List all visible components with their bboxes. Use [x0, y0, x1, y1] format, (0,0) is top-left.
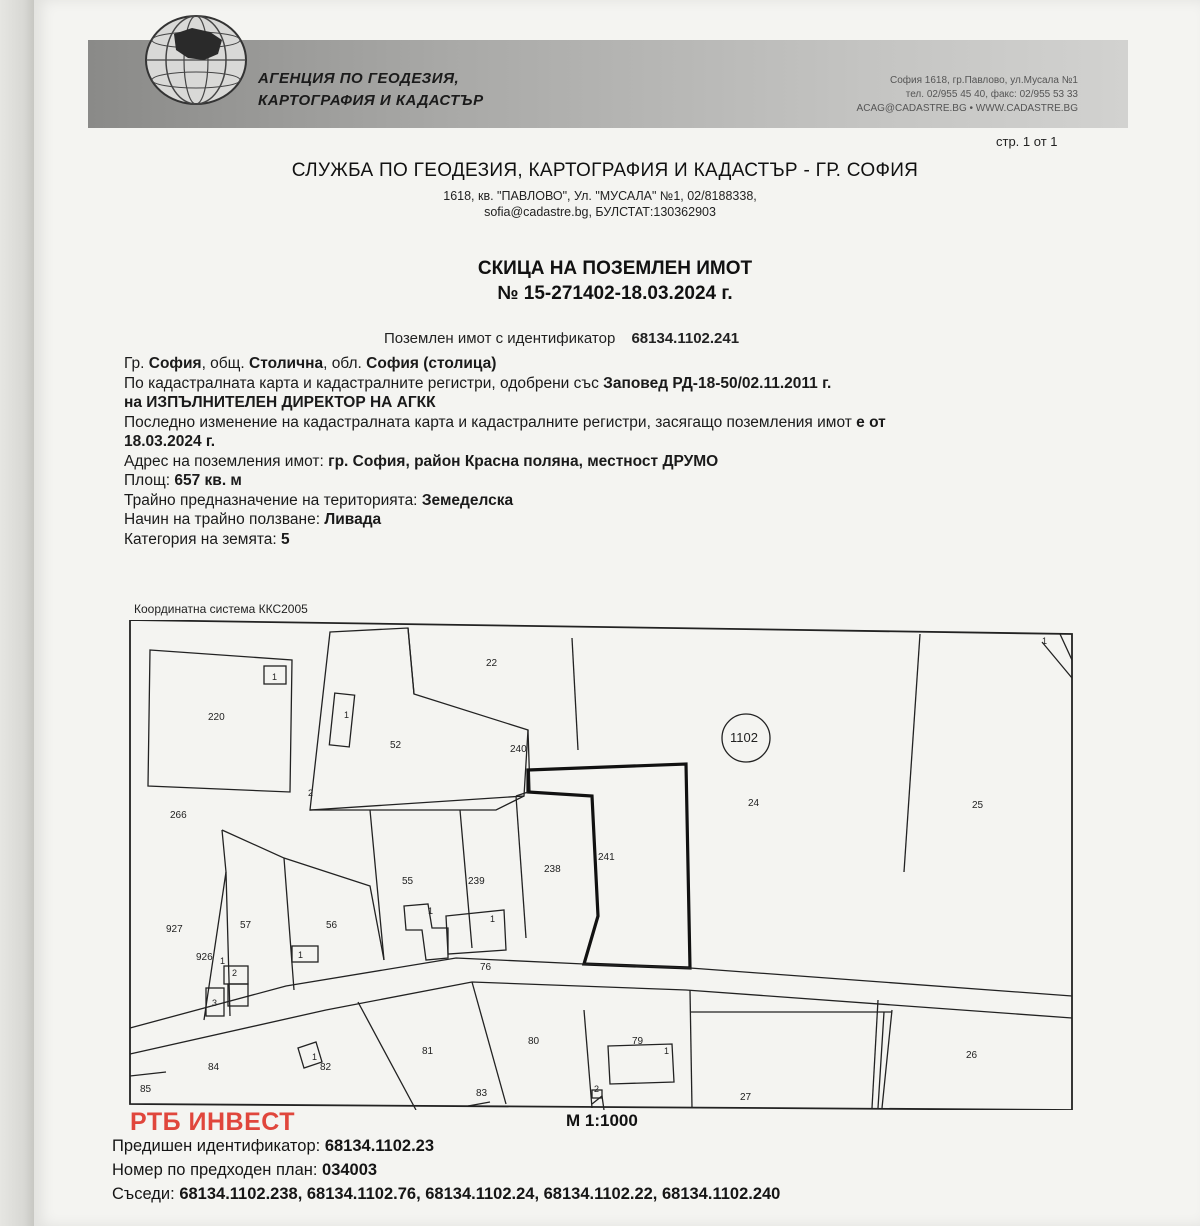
last-change-date: 18.03.2024 г. [124, 433, 216, 450]
map-label-238: 238 [544, 864, 561, 875]
map-label-80: 80 [528, 1036, 540, 1047]
watermark-text: РТБ ИНВЕСТ [130, 1108, 295, 1136]
office-address-line2: sofia@cadastre.bg, БУЛСТАТ:130362903 [484, 205, 716, 219]
map-label-52: 52 [390, 740, 402, 751]
map-label-building-1: 1 [1042, 636, 1048, 646]
category-line [124, 530, 1084, 550]
document-number: № 15-271402-18.03.2024 г. [497, 283, 733, 304]
usage-value: Ливада [324, 511, 382, 528]
last-change-date-line [124, 432, 1084, 452]
map-label-266: 266 [170, 810, 187, 821]
neighbors-label: Съседи: [112, 1185, 175, 1203]
office-address-line1: 1618, кв. "ПАВЛОВО", Ул. "МУСАЛА" №1, 02/8188338, [443, 189, 757, 203]
map-label-building-1: 1 [428, 906, 434, 916]
purpose-label: Трайно предназначение на територията: [124, 491, 418, 509]
order-issuer: на ИЗПЪЛНИТЕЛЕН ДИРЕКТОР НА АГКК [124, 394, 436, 411]
map-label-building-2: 2 [232, 968, 238, 978]
parcel-details [124, 354, 1084, 549]
map-label-cadastral-area: 1102 [730, 730, 758, 745]
map-label-240: 240 [510, 744, 527, 755]
map-label-building-1: 1 [272, 672, 278, 682]
usage-line [124, 510, 1084, 530]
globe-logo-icon [140, 10, 252, 110]
map-label-building-3: 3 [212, 998, 218, 1008]
office-address [340, 188, 860, 220]
agency-contact [808, 74, 1078, 116]
purpose-value: Земеделска [421, 491, 514, 509]
map-label-building-2: 2 [308, 788, 314, 798]
office-name: СЛУЖБА ПО ГЕОДЕЗИЯ, КАРТОГРАФИЯ И КАДАСТЪР - ГР. СОФИЯ [291, 160, 919, 181]
area-line [124, 471, 1084, 491]
map-label-55: 55 [402, 876, 414, 887]
city-value: София [148, 355, 202, 372]
region-value: София (столица) [366, 355, 497, 372]
contact-line3: ACAG@CADASTRE.BG • WWW.CADASTRE.BG [856, 103, 1078, 114]
map-label-building-1: 1 [298, 950, 304, 960]
approval-order: Заповед РД-18-50/02.11.2011 г. [603, 374, 832, 392]
map-label-81: 81 [422, 1046, 434, 1057]
neighbors-value: 68134.1102.238, 68134.1102.76, 68134.1102.24, 68134.1102.22, 68134.1102.240 [179, 1185, 781, 1203]
map-label-building-2: 2 [594, 1084, 600, 1094]
map-label-82: 82 [320, 1062, 332, 1073]
address-line [124, 452, 1084, 472]
neighbors-line [112, 1182, 780, 1206]
category-label: Категория на земята: [124, 530, 277, 548]
parcel-identifier [384, 330, 739, 347]
map-label-building-1: 1 [344, 710, 350, 720]
map-label-241: 241 [598, 852, 615, 863]
previous-id-value: 68134.1102.23 [324, 1137, 435, 1155]
agency-name-line1: АГЕНЦИЯ ПО ГЕОДЕЗИЯ, [258, 70, 460, 87]
last-change-text: Последно изменение на кадастралната карта и кадастралните регистри, засягащо поземления имот [124, 413, 852, 431]
map-label-22: 22 [486, 658, 498, 669]
map-label-85: 85 [140, 1084, 152, 1095]
approval-line [124, 374, 1084, 394]
identifier-label: Поземлен имот с идентификатор [384, 330, 616, 347]
municipality-label: , общ. [201, 355, 245, 372]
contact-line2: тел. 02/955 45 40, факс: 02/955 53 33 [905, 89, 1078, 100]
address-value: гр. София, район Красна поляна, местност ДРУМО [328, 452, 719, 470]
area-label: Площ: [124, 472, 171, 489]
document-title: СКИЦА НА ПОЗЕМЛЕН ИМОТ [477, 258, 753, 279]
map-label-926: 926 [196, 952, 213, 963]
region-label: , обл. [323, 355, 362, 372]
last-change-suffix: е от [856, 413, 886, 431]
address-label: Адрес на поземления имот: [124, 452, 324, 470]
order-issuer-line [124, 393, 1084, 413]
previous-id-line [112, 1134, 780, 1158]
usage-label: Начин на трайно ползване: [124, 511, 321, 528]
municipality-value: Столична [249, 355, 324, 372]
map-label-84: 84 [208, 1062, 220, 1073]
document-title-block [370, 256, 860, 306]
map-label-building-1: 1 [490, 914, 496, 924]
previous-plan-label: Номер по предходен план: [112, 1161, 318, 1179]
map-label-76: 76 [480, 962, 492, 973]
map-label-building-1: 1 [312, 1052, 318, 1062]
map-label-24: 24 [748, 798, 760, 809]
map-scale: М 1:1000 [566, 1111, 638, 1130]
map-label-26: 26 [966, 1050, 978, 1061]
coordinate-system-label: Координатна система ККС2005 [134, 602, 308, 616]
page-number: стр. 1 от 1 [996, 134, 1058, 149]
previous-plan-line [112, 1158, 780, 1182]
map-label-83: 83 [476, 1088, 488, 1099]
last-change-line [124, 413, 1084, 433]
area-value: 657 кв. м [174, 472, 242, 489]
agency-name-line2: КАРТОГРАФИЯ И КАДАСТЪР [258, 92, 484, 109]
map-label-building-1: 1 [220, 956, 226, 966]
map-label-57: 57 [240, 920, 252, 931]
map-label-239: 239 [468, 876, 485, 887]
city-label: Гр. [124, 355, 145, 372]
previous-plan-value: 034003 [322, 1161, 378, 1179]
previous-id-label: Предишен идентификатор: [112, 1137, 321, 1155]
location-line [124, 354, 1084, 374]
map-label-927: 927 [166, 924, 183, 935]
identifier-value: 68134.1102.241 [631, 330, 740, 347]
map-label-building-1: 1 [664, 1046, 670, 1056]
map-label-27: 27 [740, 1092, 752, 1103]
map-label-25: 25 [972, 800, 984, 811]
category-value: 5 [281, 530, 290, 548]
map-label-56: 56 [326, 920, 338, 931]
contact-line1: София 1618, гр.Павлово, ул.Мусала №1 [890, 75, 1078, 86]
footer-block [112, 1134, 780, 1206]
map-label-79: 79 [632, 1036, 644, 1047]
map-frame [130, 620, 1072, 1110]
map-label-220: 220 [208, 712, 225, 723]
cadastral-map [126, 620, 1076, 1110]
purpose-line [124, 491, 1084, 511]
approval-text: По кадастралната карта и кадастралните регистри, одобрени със [124, 374, 599, 392]
agency-name [258, 68, 484, 112]
